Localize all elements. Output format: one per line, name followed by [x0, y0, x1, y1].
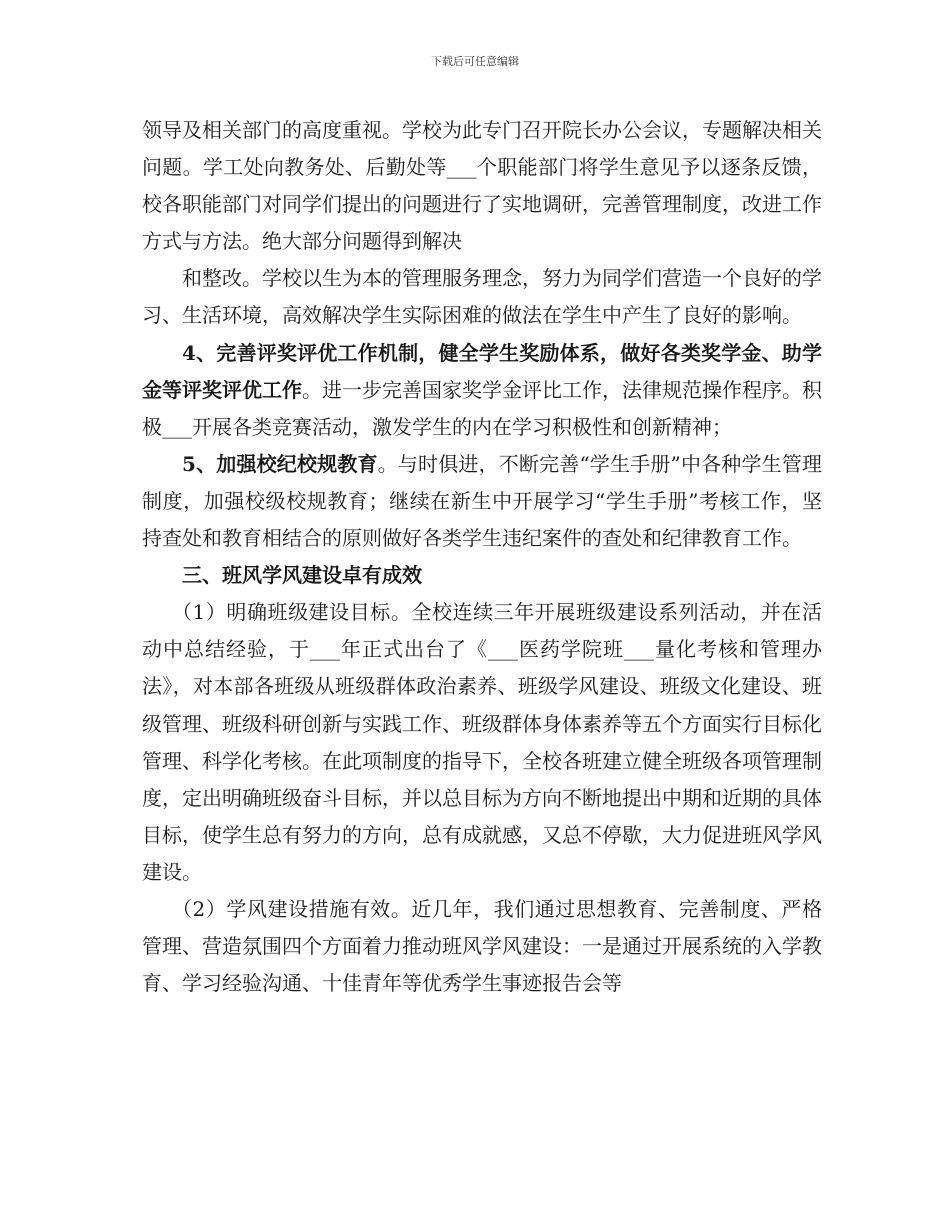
- paragraph-discipline: [142, 446, 822, 557]
- discipline-text: 。与时俱进，不断完善“学生手册”中各种学生管理制度，加强校级校规教育；继续在新生中开展学习“学生手册”考核工作，坚持查处和教育相结合的原则做好各类学生违纪案件的查处和纪律教育工作。: [142, 451, 823, 551]
- awards-text: 。进一步完善国家奖学金评比工作，法律规范操作程序。积极___开展各类竞赛活动，激发学生的内在学习积极性和创新精神；: [142, 377, 822, 439]
- paragraph-class-goals: （1）明确班级建设目标。全校连续三年开展班级建设系列活动，并在活动中总结经验，于___年正式出台了《___医药学院班___量化考核和管理办法》，对本部各班级从班级群体政治素养、班级学风建设、班级文化建设、班级管理、班级科研创新与实践工作、班级群体身体素养等五个方面实行目标化管理、科学化考核。在此项制度的指导下，全校各班建立健全班级各项管理制度，定出明确班级奋斗目标，并以总目标为方向不断地提出中期和近期的具体目标，使学生总有努力的方向，总有成就感，又总不停歇，大力促进班风学风建设。: [142, 600, 822, 884]
- awards-heading: 4、完善评奖评优工作机制，健全学生奖励体系，做好各类奖学金、助学金等评奖评优工作: [142, 340, 822, 402]
- section-heading: 三、班风学风建设卓有成效: [182, 563, 422, 588]
- paragraph-continuation: 领导及相关部门的高度重视。学校为此专门召开院长办公会议，专题解决相关问题。学工处向教务处、后勤处等___个职能部门将学生意见予以逐条反馈，校各职能部门对同学们提出的问题进行了实地调研，完善管理制度，改进工作方式与方法。绝大部分问题得到解决: [142, 118, 822, 254]
- discipline-heading: 5、加强校纪校规教育: [182, 451, 378, 476]
- document-body: [142, 112, 822, 1002]
- paragraph-awards: [142, 335, 822, 446]
- paragraph-study-measures: （2）学风建设措施有效。近几年，我们通过思想教育、完善制度、严格管理、营造氛围四个方面着力推动班风学风建设：一是通过开展系统的入学教育、学习经验沟通、十佳青年等优秀学生事迹报告会等: [142, 896, 822, 996]
- page-header: 下载后可任意编辑: [431, 55, 519, 68]
- paragraph-rectification: 和整改。学校以生为本的管理服务理念，努力为同学们营造一个良好的学习、生活环境，高效解决学生实际困难的做法在学生中产生了良好的影响。: [142, 266, 822, 328]
